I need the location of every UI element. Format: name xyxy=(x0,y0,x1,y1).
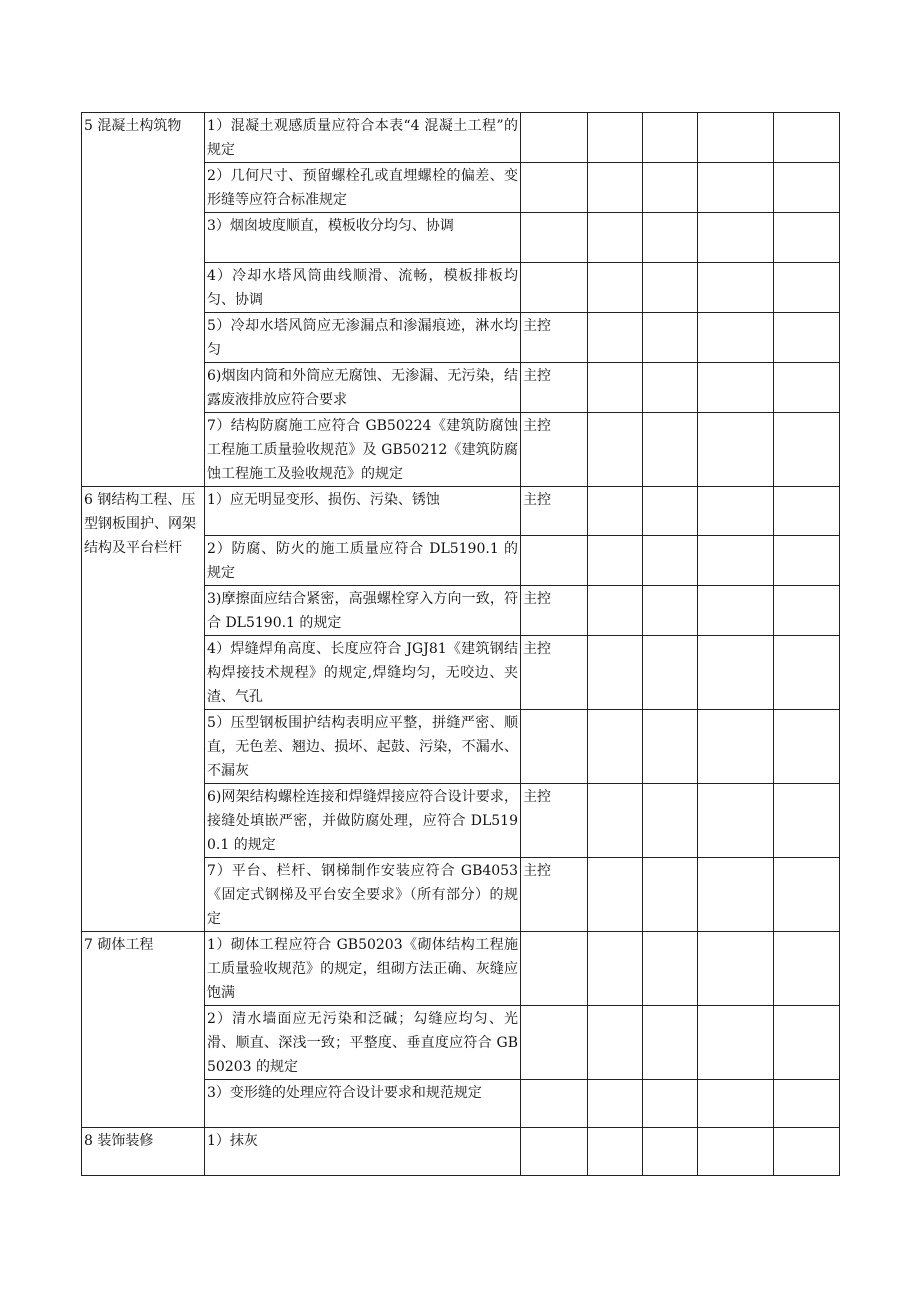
inspection-result-cell[interactable] xyxy=(643,1128,698,1176)
control-level-cell xyxy=(521,213,588,263)
inspection-result-cell[interactable] xyxy=(774,586,840,636)
inspection-result-cell[interactable] xyxy=(774,1006,840,1080)
requirement-cell: 6)烟囱内筒和外筒应无腐蚀、无渗漏、无污染，结露废液排放应符合要求 xyxy=(205,363,521,413)
inspection-result-cell[interactable] xyxy=(774,163,840,213)
requirement-cell: 6)网架结构螺栓连接和焊缝焊接应符合设计要求，接缝处填嵌严密，并做防腐处理，应符合 DL5190.1 的规定 xyxy=(205,784,521,858)
inspection-result-cell[interactable] xyxy=(698,487,774,536)
inspection-result-cell[interactable] xyxy=(698,1080,774,1128)
category-cell: 6 钢结构工程、压型钢板围护、网架结构及平台栏杆 xyxy=(82,487,205,932)
inspection-result-cell[interactable] xyxy=(588,263,643,313)
inspection-result-cell[interactable] xyxy=(698,113,774,163)
inspection-result-cell[interactable] xyxy=(643,363,698,413)
inspection-result-cell[interactable] xyxy=(698,932,774,1006)
inspection-result-cell[interactable] xyxy=(588,586,643,636)
control-level-cell: 主控 xyxy=(521,636,588,710)
inspection-result-cell[interactable] xyxy=(698,1128,774,1176)
inspection-result-cell[interactable] xyxy=(698,313,774,363)
inspection-result-cell[interactable] xyxy=(698,858,774,932)
control-level-cell: 主控 xyxy=(521,586,588,636)
requirement-cell: 1）抹灰 xyxy=(205,1128,521,1176)
category-cell: 5 混凝土构筑物 xyxy=(82,113,205,487)
inspection-result-cell[interactable] xyxy=(774,536,840,586)
category-cell: 8 装饰装修 xyxy=(82,1128,205,1176)
control-level-cell: 主控 xyxy=(521,858,588,932)
requirement-cell: 7）平台、栏杆、钢梯制作安装应符合 GB4053《固定式钢梯及平台安全要求》（所有部分）的规定 xyxy=(205,858,521,932)
control-level-cell xyxy=(521,263,588,313)
inspection-result-cell[interactable] xyxy=(698,363,774,413)
control-level-cell xyxy=(521,113,588,163)
requirement-cell: 4）冷却水塔风筒曲线顺滑、流畅，模板排板均匀、协调 xyxy=(205,263,521,313)
inspection-result-cell[interactable] xyxy=(588,1128,643,1176)
inspection-result-cell[interactable] xyxy=(643,710,698,784)
inspection-result-cell[interactable] xyxy=(774,413,840,487)
inspection-result-cell[interactable] xyxy=(588,1006,643,1080)
inspection-result-cell[interactable] xyxy=(643,1080,698,1128)
inspection-result-cell[interactable] xyxy=(774,932,840,1006)
control-level-cell xyxy=(521,1128,588,1176)
inspection-result-cell[interactable] xyxy=(588,536,643,586)
inspection-result-cell[interactable] xyxy=(588,858,643,932)
inspection-result-cell[interactable] xyxy=(643,113,698,163)
inspection-result-cell[interactable] xyxy=(643,784,698,858)
inspection-result-cell[interactable] xyxy=(643,313,698,363)
control-level-cell xyxy=(521,536,588,586)
inspection-result-cell[interactable] xyxy=(643,858,698,932)
requirement-cell: 3）变形缝的处理应符合设计要求和规范规定 xyxy=(205,1080,521,1128)
table-row xyxy=(82,113,840,163)
requirement-cell: 3)摩擦面应结合紧密，高强螺栓穿入方向一致，符合 DL5190.1 的规定 xyxy=(205,586,521,636)
requirement-cell: 2）防腐、防火的施工质量应符合 DL5190.1 的规定 xyxy=(205,536,521,586)
inspection-table xyxy=(81,112,840,1176)
inspection-result-cell[interactable] xyxy=(774,363,840,413)
requirement-cell: 1）混凝土观感质量应符合本表“4 混凝土工程”的规定 xyxy=(205,113,521,163)
inspection-result-cell[interactable] xyxy=(774,784,840,858)
inspection-result-cell[interactable] xyxy=(643,487,698,536)
table-row xyxy=(82,932,840,1006)
requirement-cell: 7）结构防腐施工应符合 GB50224《建筑防腐蚀工程施工质量验收规范》及 GB50212《建筑防腐蚀工程施工及验收规范》的规定 xyxy=(205,413,521,487)
requirement-cell: 1）应无明显变形、损伤、污染、锈蚀 xyxy=(205,487,521,536)
inspection-result-cell[interactable] xyxy=(588,313,643,363)
inspection-result-cell[interactable] xyxy=(774,710,840,784)
requirement-cell: 2）清水墙面应无污染和泛碱；勾缝应均匀、光滑、顺直、深浅一致；平整度、垂直度应符合 GB50203 的规定 xyxy=(205,1006,521,1080)
table-row xyxy=(82,1128,840,1176)
inspection-result-cell[interactable] xyxy=(643,213,698,263)
inspection-result-cell[interactable] xyxy=(698,586,774,636)
inspection-result-cell[interactable] xyxy=(588,636,643,710)
inspection-result-cell[interactable] xyxy=(588,487,643,536)
requirement-cell: 4）焊缝焊角高度、长度应符合 JGJ81《建筑钢结构焊接技术规程》的规定,焊缝均匀，无咬边、夹渣、气孔 xyxy=(205,636,521,710)
inspection-result-cell[interactable] xyxy=(588,932,643,1006)
control-level-cell xyxy=(521,163,588,213)
control-level-cell: 主控 xyxy=(521,363,588,413)
inspection-result-cell[interactable] xyxy=(698,536,774,586)
inspection-result-cell[interactable] xyxy=(698,163,774,213)
inspection-result-cell[interactable] xyxy=(774,858,840,932)
inspection-result-cell[interactable] xyxy=(643,263,698,313)
inspection-result-cell[interactable] xyxy=(588,113,643,163)
inspection-result-cell[interactable] xyxy=(588,784,643,858)
inspection-result-cell[interactable] xyxy=(774,1128,840,1176)
inspection-result-cell[interactable] xyxy=(643,1006,698,1080)
requirement-cell: 1）砌体工程应符合 GB50203《砌体结构工程施工质量验收规范》的规定，组砌方法正确、灰缝应饱满 xyxy=(205,932,521,1006)
inspection-result-cell[interactable] xyxy=(774,487,840,536)
inspection-result-cell[interactable] xyxy=(643,932,698,1006)
inspection-result-cell[interactable] xyxy=(698,636,774,710)
control-level-cell: 主控 xyxy=(521,784,588,858)
inspection-result-cell[interactable] xyxy=(588,413,643,487)
inspection-result-cell[interactable] xyxy=(588,363,643,413)
category-cell: 7 砌体工程 xyxy=(82,932,205,1128)
inspection-result-cell[interactable] xyxy=(643,413,698,487)
inspection-result-cell[interactable] xyxy=(643,536,698,586)
inspection-result-cell[interactable] xyxy=(643,163,698,213)
inspection-result-cell[interactable] xyxy=(698,263,774,313)
inspection-result-cell[interactable] xyxy=(588,1080,643,1128)
inspection-result-cell[interactable] xyxy=(698,213,774,263)
requirement-cell: 3）烟囱坡度顺直，模板收分均匀、协调 xyxy=(205,213,521,263)
control-level-cell xyxy=(521,932,588,1006)
control-level-cell: 主控 xyxy=(521,313,588,363)
inspection-result-cell[interactable] xyxy=(774,313,840,363)
requirement-cell: 5）冷却水塔风筒应无渗漏点和渗漏痕迹，淋水均匀 xyxy=(205,313,521,363)
inspection-result-cell[interactable] xyxy=(698,710,774,784)
requirement-cell: 5）压型钢板围护结构表明应平整，拼缝严密、顺直，无色差、翘边、损坏、起鼓、污染，不漏水、不漏灰 xyxy=(205,710,521,784)
inspection-result-cell[interactable] xyxy=(588,213,643,263)
inspection-result-cell[interactable] xyxy=(774,113,840,163)
inspection-result-cell[interactable] xyxy=(643,586,698,636)
control-level-cell: 主控 xyxy=(521,487,588,536)
inspection-result-cell[interactable] xyxy=(774,1080,840,1128)
inspection-result-cell[interactable] xyxy=(698,1006,774,1080)
inspection-result-cell[interactable] xyxy=(588,710,643,784)
inspection-result-cell[interactable] xyxy=(698,784,774,858)
inspection-result-cell[interactable] xyxy=(774,636,840,710)
inspection-result-cell[interactable] xyxy=(643,636,698,710)
inspection-result-cell[interactable] xyxy=(774,263,840,313)
table-row xyxy=(82,487,840,536)
control-level-cell xyxy=(521,1080,588,1128)
control-level-cell xyxy=(521,1006,588,1080)
requirement-cell: 2）几何尺寸、预留螺栓孔或直埋螺栓的偏差、变形缝等应符合标准规定 xyxy=(205,163,521,213)
inspection-result-cell[interactable] xyxy=(774,213,840,263)
inspection-result-cell[interactable] xyxy=(698,413,774,487)
inspection-result-cell[interactable] xyxy=(588,163,643,213)
control-level-cell: 主控 xyxy=(521,413,588,487)
control-level-cell xyxy=(521,710,588,784)
